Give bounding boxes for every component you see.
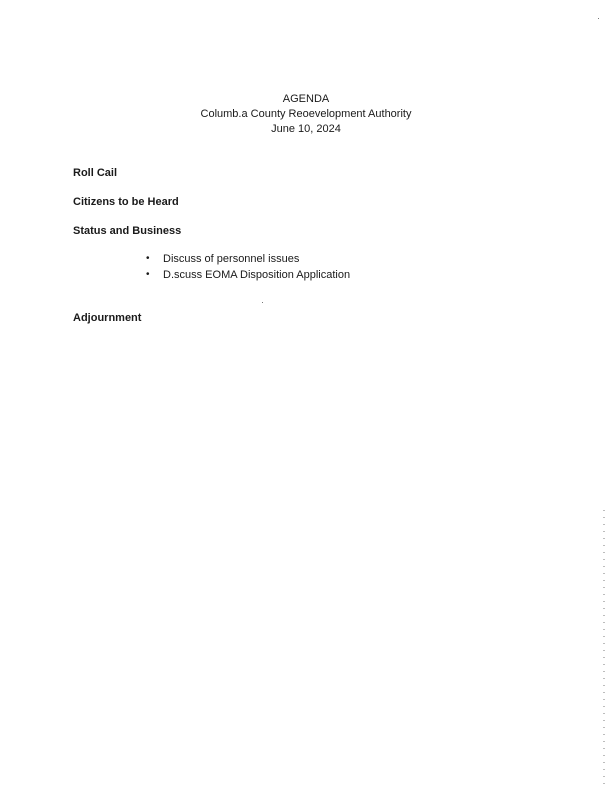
bullet-icon: • bbox=[146, 253, 150, 264]
meeting-date: June 10, 2024 bbox=[271, 123, 341, 135]
citizens-heading: Citizens to be Heard bbox=[73, 196, 179, 208]
roll-call-heading: Roll Cail bbox=[73, 167, 118, 179]
organization-name: Columb.a County Reoevelopment Authority bbox=[200, 108, 412, 120]
agenda-title: AGENDA bbox=[282, 93, 330, 105]
list-item bbox=[146, 267, 350, 283]
status-business-heading: Status and Business bbox=[73, 225, 182, 237]
scan-speck bbox=[262, 302, 263, 303]
agenda-header bbox=[0, 92, 612, 137]
scan-edge-marks bbox=[603, 510, 605, 790]
agenda-item-text: D.scuss EOMA Disposition Application bbox=[163, 269, 351, 281]
agenda-item-text: Discuss of personnel issues bbox=[163, 253, 300, 265]
agenda-item-list bbox=[146, 251, 350, 283]
bullet-icon: • bbox=[146, 269, 150, 280]
adjournment-heading: Adjournment bbox=[73, 312, 142, 324]
list-item bbox=[146, 251, 350, 267]
scan-speck bbox=[598, 18, 599, 19]
